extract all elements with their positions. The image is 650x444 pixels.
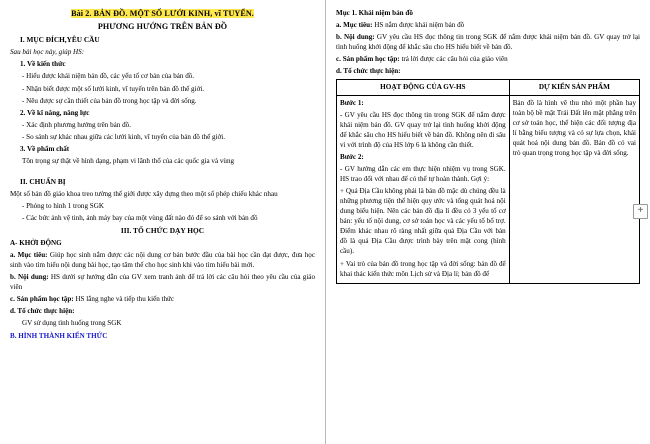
- lesson-title-line1: Bài 2. BẢN ĐỒ. MỘT SỐ LƯỚI KINH, vĩ TUYẾN.: [71, 9, 254, 18]
- step-2-note-2: + Vai trò của bản đồ trong học tập và đời sống: bản đồ để khai thác kiến thức môn Lịch sử và Địa lí; bản đồ để: [340, 259, 506, 278]
- sub-heading-ki-nang: 2. Về kĩ năng, năng lực: [20, 108, 90, 117]
- activity-a-heading: A- KHỞI ĐỘNG: [10, 239, 62, 248]
- activity-table: [336, 79, 640, 283]
- activity-a-organize-heading: d. Tổ chức thực hiện:: [10, 307, 75, 316]
- prep-bullet-2: - Các bức ảnh vệ tinh, ảnh máy bay của một vùng đất nào đó để so sánh với bản đồ: [22, 214, 258, 223]
- bullet-kien-thuc-1: - Hiểu được khái niệm bản đồ, các yếu tố cơ bản của bản đồ.: [22, 72, 195, 81]
- table-header-row: [337, 80, 640, 95]
- bullet-ki-nang-1: - Xác định phương hướng trên bản đồ.: [22, 120, 131, 129]
- activity-a-goal: a. Mục tiêu: Giúp học sinh nắm được các nội dung cơ bản bước đầu của bài học cần đạt được, đưa học sinh vào tìm hiểu nội dung bài học, tạo tâm thế cho học sinh khi vào tìm hiểu bài mới.: [10, 251, 315, 270]
- prep-bullet-1: - Phóng to hình 1 trong SGK: [22, 202, 104, 211]
- table-header-activity: HOẠT ĐỘNG CỦA GV-HS: [337, 80, 510, 95]
- step-1-text: - GV yêu cầu HS đọc thông tin trong SGK để nắm được khái niệm bản đồ. GV quay trở lại tình huống khởi động để khắc sâu cho HS hiểu biết về bản đồ. Không nên đi sâu vì với trình độ của HS lớp 6 là không cần thiết.: [340, 110, 506, 149]
- table-row: [337, 95, 640, 283]
- bullet-pham-chat-1: Tôn trọng sự thật về hình dạng, phạm vi lãnh thổ của các quốc gia và vùng: [22, 156, 235, 165]
- table-header-product: DỰ KIẾN SẢN PHẨM: [509, 80, 639, 95]
- activity-a-product: c. Sản phẩm học tập: HS lắng nghe và tiếp thu kiến thức: [10, 295, 175, 304]
- muc1-heading: Mục 1. Khái niệm bản đồ: [336, 9, 413, 17]
- intro-note: Sau bài học này, giúp HS:: [10, 48, 85, 57]
- prep-intro: Một số bản đồ giáo khoa treo tường thế giới được xây dựng theo một số phép chiếu khác nhau: [10, 190, 278, 199]
- step-2-label: Bước 2:: [340, 152, 364, 161]
- section-to-chuc-heading: III. TỔ CHỨC DẠY HỌC: [120, 225, 205, 235]
- step-1-label: Bước 1:: [340, 98, 364, 107]
- section-chuan-bi-heading: II. CHUẨN BỊ: [20, 176, 66, 186]
- activity-a-organize-text: GV sử dụng tình huống trong SGK: [22, 319, 122, 328]
- muc1-content: b. Nội dung: GV yêu cầu HS đọc thông tin trong SGK để nắm được khái niệm bản đồ. GV quay trở lại tình huống khởi động để khắc sâu cho HS hiểu biết về bản đồ.: [336, 33, 640, 52]
- sub-heading-pham-chat: 3. Về phẩm chất: [20, 144, 70, 153]
- lesson-title-line2: PHƯƠNG HƯỚNG TRÊN BẢN ĐỒ: [97, 22, 228, 32]
- expand-plus-button[interactable]: +: [633, 204, 648, 219]
- muc1-goal: a. Mục tiêu: HS nắm được khái niệm bản đồ: [336, 21, 465, 30]
- table-cell-product: [509, 95, 639, 283]
- bullet-kien-thuc-3: - Nêu được sự cần thiết của bản đồ trong học tập và đời sống.: [22, 96, 197, 105]
- bullet-ki-nang-2: - So sánh sự khác nhau giữa các lưới kinh, vĩ tuyến của bản đồ thế giới.: [22, 132, 226, 141]
- bullet-kien-thuc-2: - Nhận biết được một số lưới kinh, vĩ tuyến trên bản đồ thế giới.: [22, 84, 205, 93]
- step-2-text: - GV hướng dẫn các em thực hiện nhiệm vụ trong SGK. HS trao đổi với nhau để có thể tự hoàn thành. Gợi ý:: [340, 164, 506, 184]
- right-column: [326, 0, 650, 444]
- step-2-note-1: + Quả Địa Cầu không phải là bản đồ mặc dù chúng đều là những phương tiện thể hiện quy ước và tổng quát hoá nội dung biểu hiện. Nên các bản đồ địa lí đều có 3 yếu tố cơ bản: yếu tố nội dung, cơ sở toán học và các yếu tố bổ trợ. Điểm khác nhau rõ ràng nhất giữa quả Địa Cầu với bản đồ là quả Địa Cầu được trình bày trên mặt cong (hình cầu).: [340, 187, 506, 256]
- muc1-organize-heading: d. Tổ chức thực hiện:: [336, 67, 401, 76]
- table-cell-activity: [337, 95, 510, 283]
- muc1-product: c. Sản phẩm học tập: trả lời được các câu hỏi của giáo viên: [336, 55, 508, 64]
- activity-a-content: b. Nội dung: HS dưới sự hướng dẫn của GV xem tranh ảnh để trả lời các câu hỏi theo yêu cầu của giáo viên: [10, 273, 315, 292]
- sub-heading-kien-thuc: 1. Về kiến thức: [20, 60, 66, 69]
- product-text: Bản đồ là hình vẽ thu nhỏ một phần hay toàn bộ bề mặt Trái Đất lên mặt phẳng trên cơ sở toán học, thể hiện các đối tượng địa lí bằng biểu tượng và có sự lựa chọn, khái quát hoá nội dung bản đồ. Bản đồ có vai trò quan trọng trong học tập và đời sống.: [512, 98, 636, 157]
- section-muc-dich-heading: I. MỤC ĐÍCH,YÊU CẦU: [20, 34, 100, 44]
- activity-b-heading: B. HÌNH THÀNH KIẾN THỨC: [10, 331, 108, 340]
